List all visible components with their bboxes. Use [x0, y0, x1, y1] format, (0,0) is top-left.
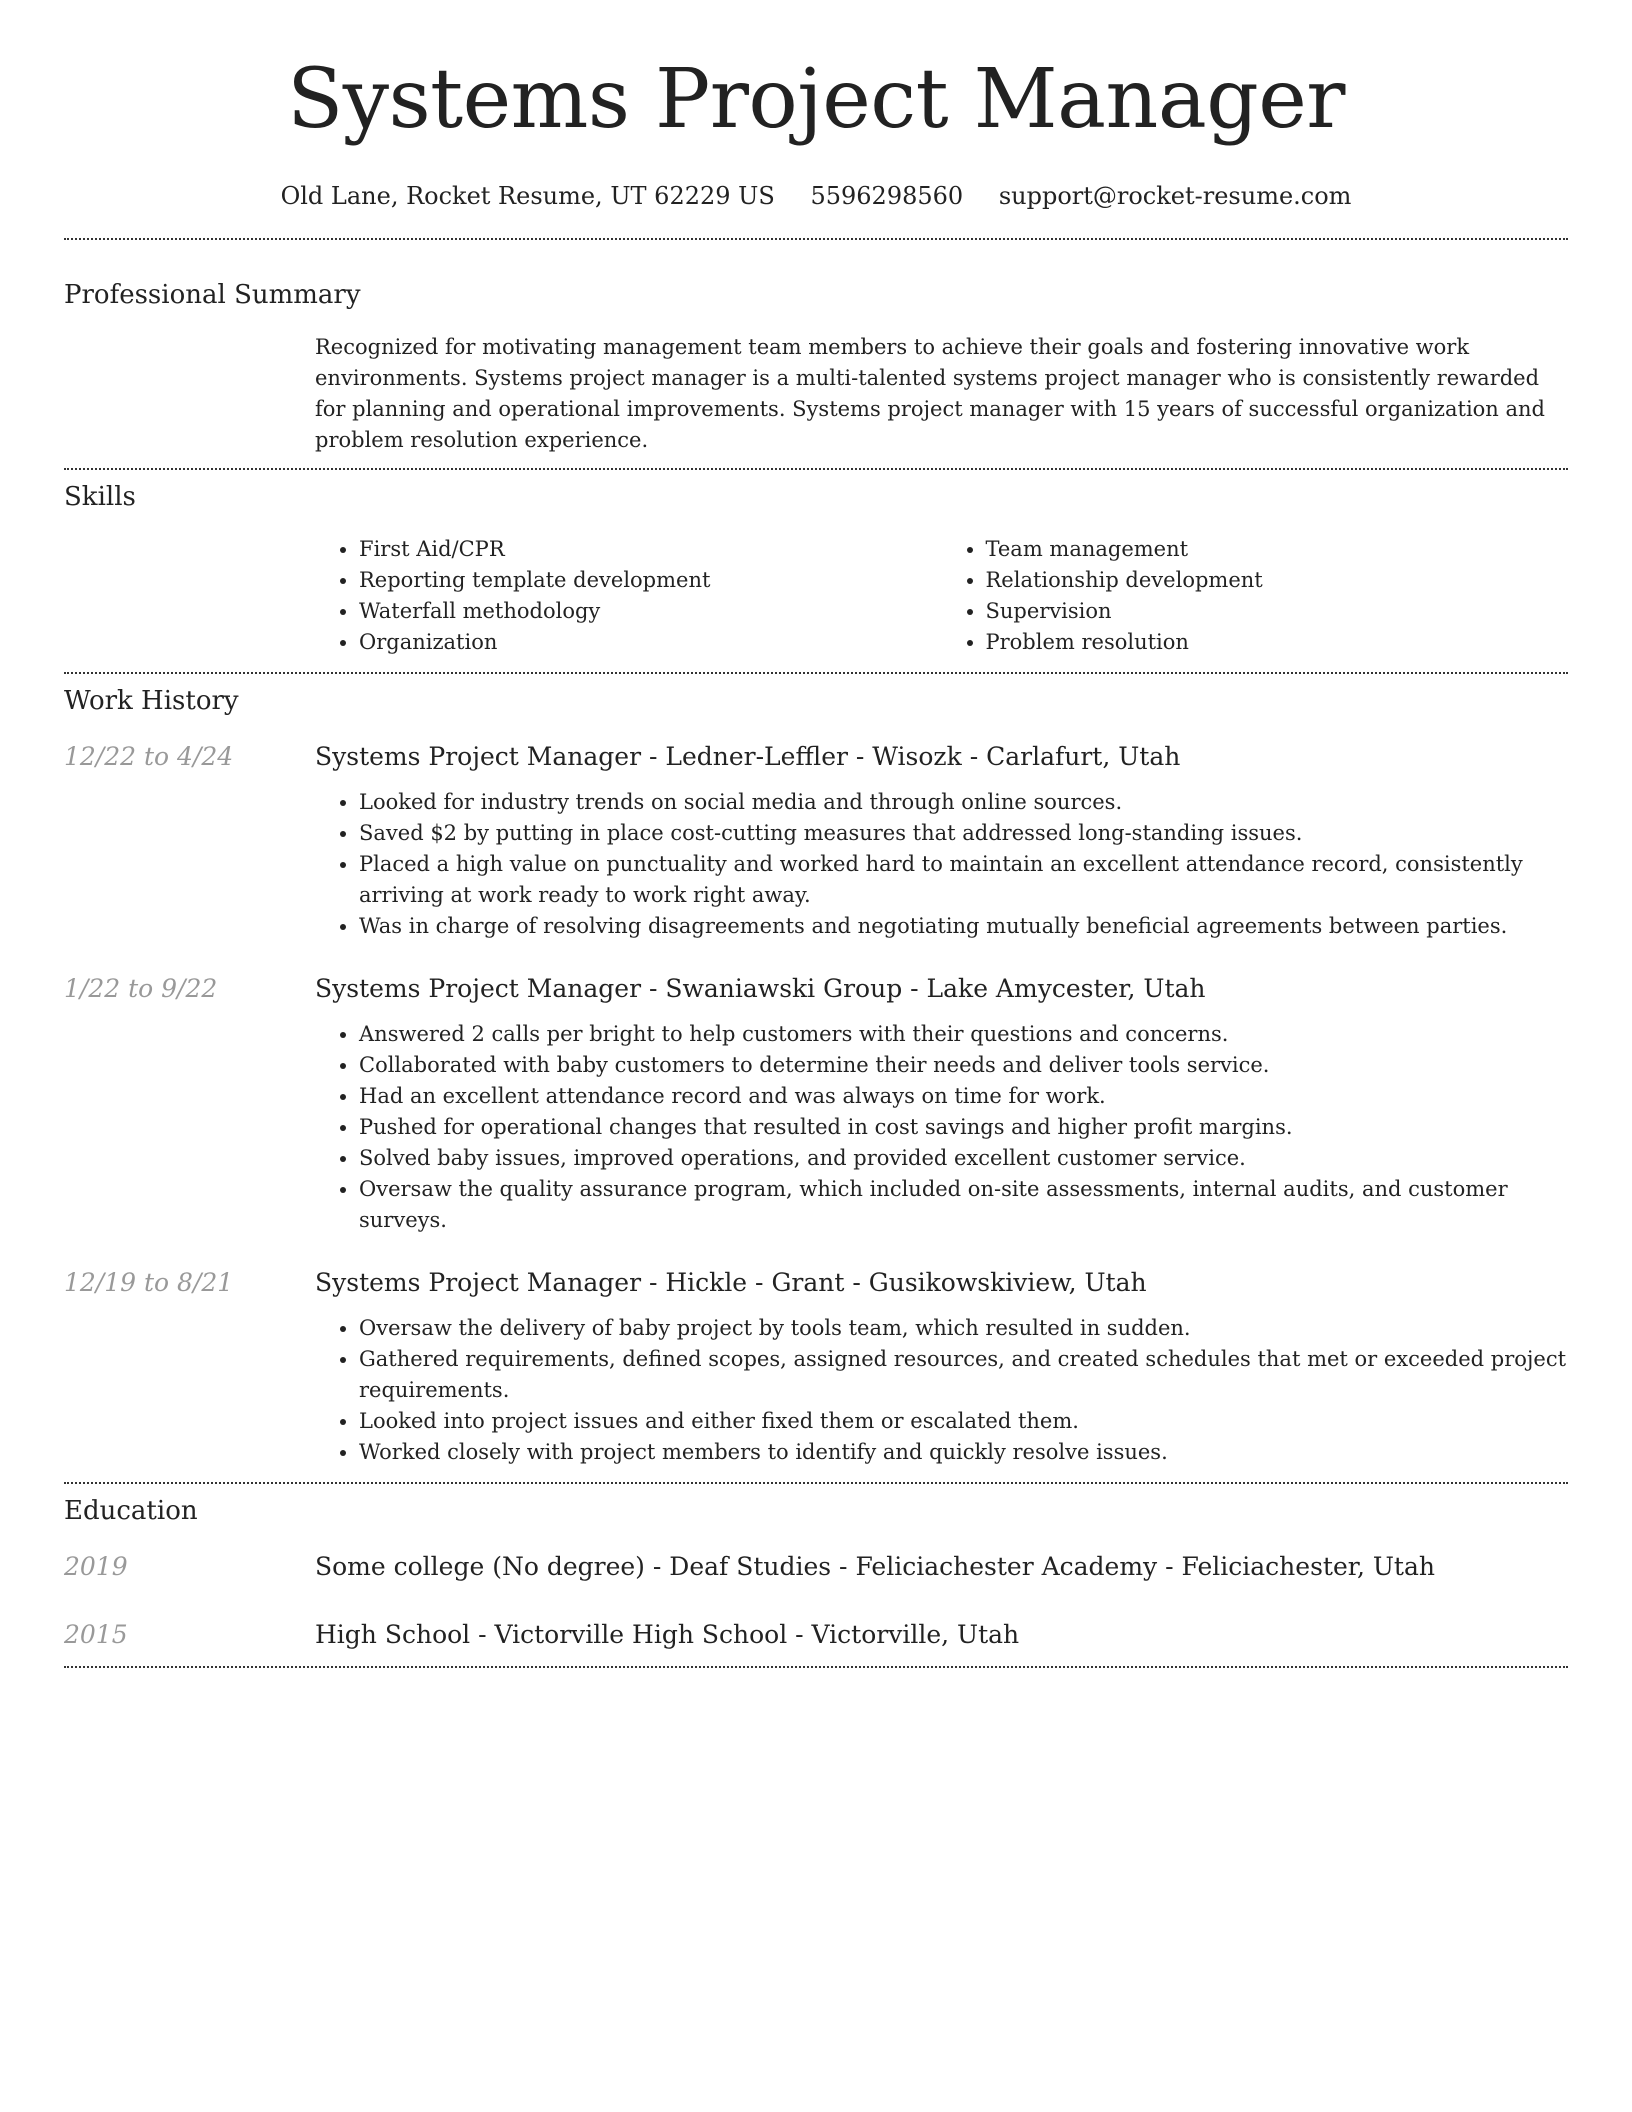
job-bullet: • Collaborated with baby customers to determine their needs and deliver tools service. [359, 1050, 1568, 1081]
job-dates: 1/22 to 9/22 [64, 974, 218, 1003]
education-detail: High School - Victorville High School - Victorville, Utah [315, 1620, 1020, 1649]
job-bullet: • Was in charge of resolving disagreements and negotiating mutually beneficial agreements between parties. [359, 911, 1568, 942]
job-bullet: • Looked for industry trends on social media and through online sources. [359, 787, 1568, 818]
job-bullets [315, 1019, 1568, 1236]
job-dates: 12/22 to 4/24 [64, 742, 234, 771]
skill-item: • Reporting template development [359, 565, 942, 596]
work-history-heading: Work History [64, 686, 239, 716]
job-bullet: • Had an excellent attendance record and was always on time for work. [359, 1081, 1568, 1112]
job-title: Systems Project Manager - Hickle - Grant - Gusikowskiview, Utah [315, 1268, 1147, 1297]
skill-item: • Waterfall methodology [359, 596, 942, 627]
job-dates: 12/19 to 8/21 [64, 1268, 234, 1297]
skills-column-right [942, 534, 1569, 658]
skill-item: • First Aid/CPR [359, 534, 942, 565]
education-entry [64, 1550, 1568, 1584]
job-bullet: • Oversaw the delivery of baby project by tools team, which resulted in sudden. [359, 1313, 1568, 1344]
job-bullet: • Looked into project issues and either fixed them or escalated them. [359, 1406, 1568, 1437]
contact-phone: 5596298560 [810, 182, 964, 210]
skill-item: • Team management [986, 534, 1569, 565]
job-title: Systems Project Manager - Ledner-Leffler - Wisozk - Carlafurt, Utah [315, 742, 1181, 771]
job-bullet: • Pushed for operational changes that resulted in cost savings and higher profit margins. [359, 1112, 1568, 1143]
skill-item: • Supervision [986, 596, 1569, 627]
job-bullet: • Gathered requirements, defined scopes, assigned resources, and created schedules that met or exceeded project requirements. [359, 1344, 1568, 1406]
contact-email: support@rocket-resume.com [998, 182, 1352, 210]
job-entry [64, 740, 1568, 942]
divider [64, 468, 1568, 470]
job-bullets [315, 787, 1568, 942]
skills-list [315, 534, 1568, 658]
skills-column-left [315, 534, 942, 658]
education-heading: Education [64, 1496, 198, 1526]
contact-address: Old Lane, Rocket Resume, UT 62229 US [280, 182, 775, 210]
skill-item: • Relationship development [986, 565, 1569, 596]
job-bullets [315, 1313, 1568, 1468]
education-entry [64, 1618, 1568, 1652]
skills-heading: Skills [64, 482, 136, 512]
job-bullet: • Worked closely with project members to identify and quickly resolve issues. [359, 1437, 1568, 1468]
job-bullet: • Solved baby issues, improved operations, and provided excellent customer service. [359, 1143, 1568, 1174]
education-detail: Some college (No degree) - Deaf Studies - Feliciachester Academy - Feliciachester, Utah [315, 1552, 1435, 1581]
resume-page [64, 0, 1568, 1668]
divider [64, 1666, 1568, 1668]
summary-heading: Professional Summary [64, 280, 361, 310]
job-entry [64, 972, 1568, 1236]
job-title: Systems Project Manager - Swaniawski Group - Lake Amycester, Utah [315, 974, 1206, 1003]
education-year: 2015 [64, 1620, 128, 1649]
divider [64, 672, 1568, 674]
divider [64, 1482, 1568, 1484]
job-bullet: • Answered 2 calls per bright to help customers with their questions and concerns. [359, 1019, 1568, 1050]
job-bullet: • Oversaw the quality assurance program, which included on-site assessments, internal audits, and customer surveys. [359, 1174, 1568, 1236]
job-bullet: • Saved $2 by putting in place cost-cutting measures that addressed long-standing issues. [359, 818, 1568, 849]
contact-line [64, 180, 1568, 212]
summary-text: Recognized for motivating management team members to achieve their goals and fostering innovative work environments. Systems project manager is a multi-talented systems project manager who is consistently rewarded for planning and operational improvements. Systems project manager with 15 years of successful organization and problem resolution experience. [315, 335, 1545, 452]
job-bullet: • Placed a high value on punctuality and worked hard to maintain an excellent attendance record, consistently arriving at work ready to work right away. [359, 849, 1568, 911]
job-entry [64, 1266, 1568, 1468]
divider [64, 238, 1568, 240]
resume-name: Systems Project Manager [287, 52, 1345, 147]
skill-item: • Problem resolution [986, 627, 1569, 658]
skill-item: • Organization [359, 627, 942, 658]
education-year: 2019 [64, 1552, 128, 1581]
